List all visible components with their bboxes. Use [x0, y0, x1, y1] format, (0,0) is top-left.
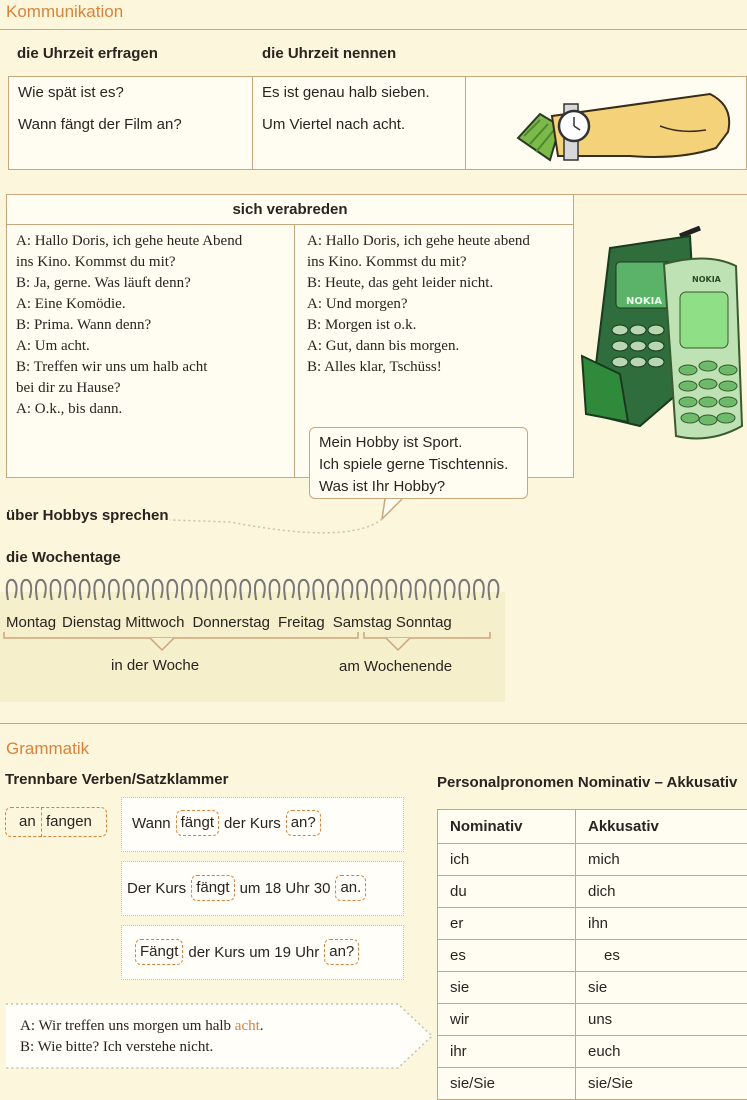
spiral-ring [226, 580, 236, 600]
speaker: B: [307, 317, 321, 333]
spiral-ring [386, 580, 396, 600]
spiral-ring [65, 580, 75, 600]
speaker: B: [307, 359, 321, 375]
spiral-ring [182, 580, 192, 600]
nominativ-cell: es [438, 940, 576, 972]
note-period: . [260, 1018, 264, 1034]
day-sonntag: Sonntag [396, 612, 452, 633]
spiral-ring [372, 580, 382, 600]
note-text-1: Wir treffen uns morgen um halb [35, 1018, 235, 1034]
speaker: A: [307, 296, 322, 312]
table-row [438, 940, 747, 972]
spiral-ring [313, 580, 323, 600]
section-title-grammatik: Grammatik [6, 739, 89, 759]
dialog-line [16, 315, 242, 336]
table-row [438, 1068, 747, 1100]
spiral-ring [459, 580, 469, 600]
uhrzeit-frage-2: Wann fängt der Film an? [18, 114, 182, 135]
dialog-line [307, 357, 530, 378]
dialog-text: Morgen ist o.k. [321, 317, 416, 333]
dialog-text: Gut, dann bis morgen. [322, 338, 459, 354]
in-der-woche: in der Woche [111, 655, 199, 676]
heading-hobbys: über Hobbys sprechen [6, 507, 169, 524]
dialog-text: Prima. Wann denn? [30, 317, 151, 333]
dialog-text: O.k., bis dann. [31, 401, 122, 417]
nominativ-cell: ihr [438, 1036, 576, 1068]
section-title-kommunikation: Kommunikation [6, 2, 123, 22]
speaker: A: [16, 296, 31, 312]
dialog-line [16, 399, 242, 420]
day-dienstag: Dienstag [62, 612, 121, 633]
spiral-ring [94, 580, 104, 600]
spiral-ring [240, 580, 250, 600]
dialog-text: ins Kino. Kommst du mit? [307, 254, 467, 270]
header-akkusativ: Akkusativ [576, 810, 747, 844]
s2-word: Der Kurs [127, 880, 186, 897]
dialog-line [16, 252, 242, 273]
speaker: A: [16, 401, 31, 417]
dialog-1 [16, 231, 242, 420]
dialog-line [16, 357, 242, 378]
dialog-line [307, 273, 530, 294]
dialog-line [16, 336, 242, 357]
s2-verb: fängt [191, 875, 234, 901]
speaker-b: B: [20, 1039, 34, 1055]
note-highlight: acht [235, 1018, 260, 1034]
wristwatch-illustration [510, 86, 740, 166]
spiral-ring [7, 580, 17, 600]
dialog-text: Heute, das geht leider nicht. [321, 275, 493, 291]
table-row [438, 1004, 747, 1036]
dialog-line [16, 231, 242, 252]
speaker: B: [16, 317, 30, 333]
divider [0, 29, 747, 30]
spiral-ring [445, 580, 455, 600]
dialog-line [307, 252, 530, 273]
dialog-text: Um acht. [31, 338, 90, 354]
akkusativ-cell: sie [576, 972, 747, 1004]
dialog-text: Alles klar, Tschüss! [321, 359, 442, 375]
dialog-line [16, 273, 242, 294]
calendar-spiral [0, 574, 510, 606]
speaker: A: [16, 338, 31, 354]
akkusativ-cell: euch [576, 1036, 747, 1068]
spiral-ring [80, 580, 90, 600]
day-freitag: Freitag [278, 612, 325, 633]
uhrzeit-antwort-2: Um Viertel nach acht. [262, 114, 405, 135]
spiral-ring [343, 580, 353, 600]
spiral-ring [211, 580, 221, 600]
speaker: A: [16, 233, 31, 249]
spiral-ring [197, 580, 207, 600]
table-row [438, 972, 747, 1004]
am-wochenende: am Wochenende [339, 656, 452, 677]
speaker-a: A: [20, 1018, 35, 1034]
verb-fangen: fangen [46, 813, 92, 830]
dialog-line [307, 315, 530, 336]
s2-particle: an. [335, 875, 366, 901]
day-samstag: Samstag [333, 612, 392, 633]
s3-verb: Fängt [135, 939, 183, 965]
dialog-text: Ja, gerne. Was läuft denn? [30, 275, 191, 291]
spiral-ring [255, 580, 265, 600]
nominativ-cell: sie/Sie [438, 1068, 576, 1100]
spiral-ring [21, 580, 31, 600]
spiral-ring [109, 580, 119, 600]
divider [574, 194, 747, 195]
dialog-2 [307, 231, 530, 378]
speaker: A: [307, 338, 322, 354]
spiral-ring [489, 580, 499, 600]
note-line-1 [20, 1016, 264, 1037]
dialog-text: ins Kino. Kommst du mit? [16, 254, 176, 270]
hobby-line-1: Mein Hobby ist Sport. [319, 432, 462, 453]
akkusativ-cell: ihn [576, 908, 747, 940]
day-montag: Montag [6, 612, 56, 633]
note-text-2: Wie bitte? Ich verstehe nicht. [34, 1039, 213, 1055]
akkusativ-cell: es [576, 940, 747, 972]
pronomen-table [437, 809, 747, 1100]
divider [0, 723, 747, 724]
speaker: B: [16, 275, 30, 291]
phone-brand-2: NOKIA [692, 275, 722, 284]
s1-verb: fängt [176, 810, 219, 836]
table-row [438, 1036, 747, 1068]
spiral-ring [270, 580, 280, 600]
nominativ-cell: sie [438, 972, 576, 1004]
spiral-ring [357, 580, 367, 600]
nominativ-cell: er [438, 908, 576, 940]
heading-trennbare-verben: Trennbare Verben/Satzklammer [5, 771, 228, 788]
spiral-ring [430, 580, 440, 600]
dialog-text: Eine Komödie. [31, 296, 126, 312]
uhrzeit-frage-1: Wie spät ist es? [18, 82, 124, 103]
dialog-text: Hallo Doris, ich gehe heute Abend [31, 233, 242, 249]
dialog-text: Treffen wir uns um halb acht [30, 359, 207, 375]
table-row [438, 908, 747, 940]
table-row [438, 876, 747, 908]
spiral-ring [401, 580, 411, 600]
s3-particle: an? [324, 939, 359, 965]
s3-middle: der Kurs um 19 Uhr [188, 944, 319, 961]
spiral-ring [153, 580, 163, 600]
speaker: A: [307, 233, 322, 249]
s1-word: Wann [132, 815, 171, 832]
spiral-ring [138, 580, 148, 600]
s1-particle: an? [286, 810, 321, 836]
divider [6, 224, 574, 225]
dialog-line [307, 336, 530, 357]
phone-brand-1: NOKIA [626, 296, 662, 307]
divider [252, 76, 253, 170]
uhrzeit-antwort-1: Es ist genau halb sieben. [262, 82, 430, 103]
speaker: B: [307, 275, 321, 291]
heading-uhrzeit-erfragen: die Uhrzeit erfragen [17, 45, 158, 62]
s2-middle: um 18 Uhr 30 [240, 880, 331, 897]
speaker: B: [16, 359, 30, 375]
divider [41, 807, 42, 837]
note-line-2 [20, 1037, 213, 1058]
akkusativ-cell: mich [576, 844, 747, 876]
heading-personalpronomen: Personalpronomen Nominativ – Akkusativ [437, 774, 737, 791]
header-nominativ: Nominativ [438, 810, 576, 844]
spiral-ring [474, 580, 484, 600]
week-brackets [0, 628, 500, 658]
mobile-phones-illustration [580, 226, 745, 448]
divider [465, 76, 466, 170]
dialog-line [16, 378, 242, 399]
nominativ-cell: ich [438, 844, 576, 876]
akkusativ-cell: dich [576, 876, 747, 908]
dialog-text: bei dir zu Hause? [16, 380, 121, 396]
spiral-ring [416, 580, 426, 600]
sentence-1 [132, 810, 321, 836]
nominativ-cell: du [438, 876, 576, 908]
dialog-line [307, 231, 530, 252]
heading-wochentage: die Wochentage [6, 549, 121, 566]
dialog-text: Hallo Doris, ich gehe heute abend [322, 233, 530, 249]
dialog-text: Und morgen? [322, 296, 408, 312]
dialog-line [307, 294, 530, 315]
spiral-ring [328, 580, 338, 600]
spiral-ring [51, 580, 61, 600]
spiral-ring [124, 580, 134, 600]
akkusativ-cell: sie/Sie [576, 1068, 747, 1100]
nominativ-cell: wir [438, 1004, 576, 1036]
table-row [438, 844, 747, 876]
hobby-line-2: Ich spiele gerne Tischtennis. [319, 454, 508, 475]
sentence-2 [127, 875, 366, 901]
prefix-an: an [19, 813, 36, 830]
spiral-ring [36, 580, 46, 600]
dialog-line [16, 294, 242, 315]
sentence-3 [135, 939, 359, 965]
s1-middle: der Kurs [224, 815, 281, 832]
heading-sich-verabreden: sich verabreden [6, 201, 574, 218]
day-mittwoch: Mittwoch [125, 612, 184, 633]
spiral-ring [299, 580, 309, 600]
akkusativ-cell: uns [576, 1004, 747, 1036]
spiral-ring [167, 580, 177, 600]
hobby-line-3: Was ist Ihr Hobby? [319, 476, 445, 497]
day-donnerstag: Donnerstag [192, 612, 270, 633]
heading-uhrzeit-nennen: die Uhrzeit nennen [262, 45, 396, 62]
spiral-ring [284, 580, 294, 600]
